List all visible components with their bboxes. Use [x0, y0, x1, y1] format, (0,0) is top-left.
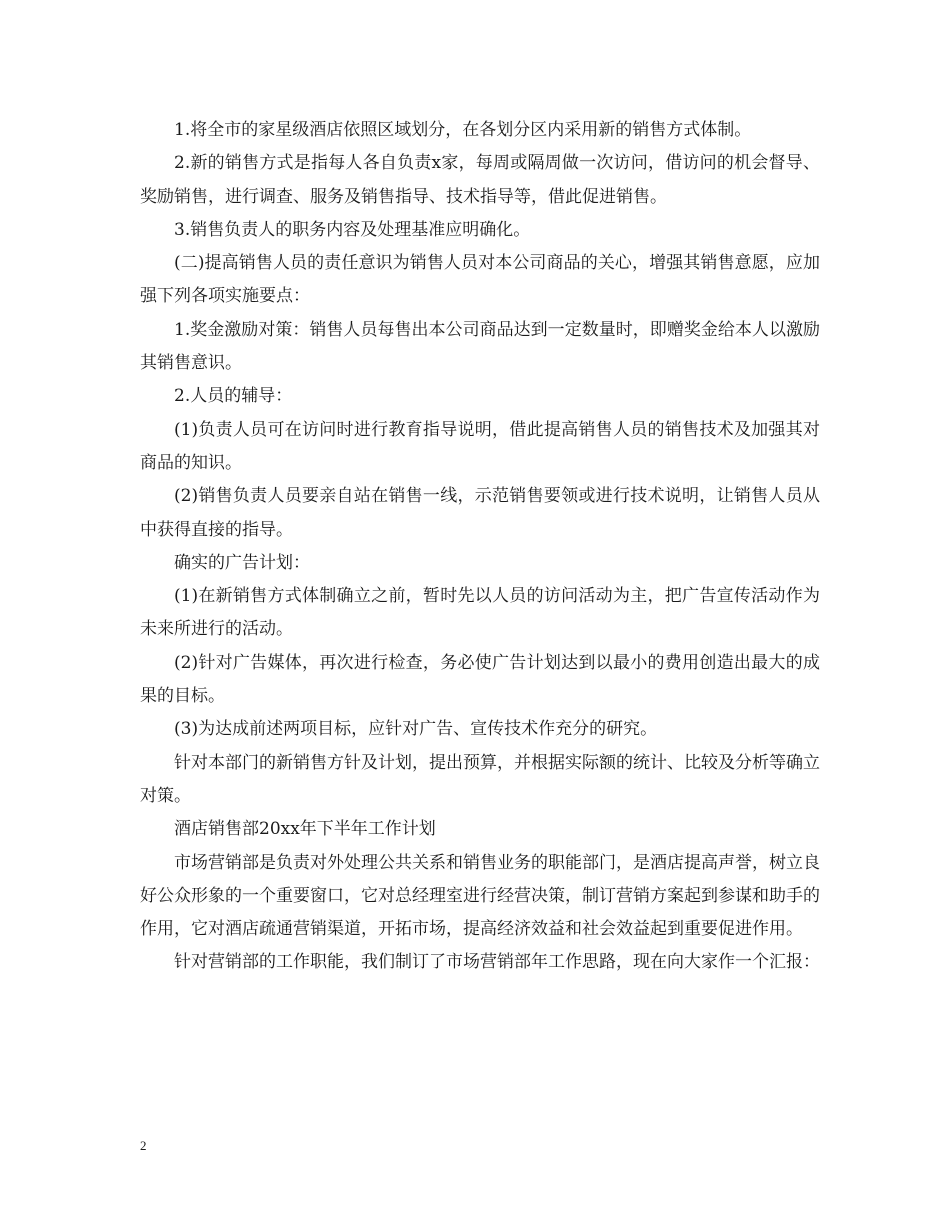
paragraph: (2)销售负责人员要亲自站在销售一线，示范销售要领或进行技术说明，让销售人员从中获得直接的指导。 [140, 486, 820, 540]
paragraph: 2.人员的辅导： [174, 386, 293, 407]
paragraph: (二)提高销售人员的责任意识为销售人员对本公司商品的关心，增强其销售意愿，应加强下列各项实施要点： [140, 253, 820, 307]
paragraph: (1)在新销售方式体制确立之前，暂时先以人员的访问活动为主，把广告宣传活动作为未来所进行的活动。 [140, 586, 820, 640]
section-heading: 酒店销售部20xx年下半年工作计划 [174, 819, 436, 840]
paragraph: 1.将全市的家星级酒店依照区域划分，在各划分区内采用新的销售方式体制。 [174, 120, 752, 140]
paragraph: 市场营销部是负责对外处理公共关系和销售业务的职能部门，是酒店提高声誉，树立良好公众形象的一个重要窗口，它对总经理室进行经营决策，制订营销方案起到参谋和助手的作用，它对酒店疏通营销渠道，开拓市场，提高经济效益和社会效益起到重要促进作用。 [140, 852, 820, 940]
paragraph: 针对营销部的工作职能，我们制订了市场营销部年工作思路，现在向大家作一个汇报： [174, 952, 820, 973]
paragraph: 针对本部门的新销售方针及计划，提出预算，并根据实际额的统计、比较及分析等确立对策。 [140, 752, 820, 806]
paragraph: (2)针对广告媒体，再次进行检查，务必使广告计划达到以最小的费用创造出最大的成果的目标。 [140, 652, 820, 707]
page-number: 2 [140, 1138, 147, 1153]
paragraph: 1.奖金激励对策：销售人员每售出本公司商品达到一定数量时，即赠奖金给本人以激励其销售意识。 [140, 319, 820, 374]
document-body [140, 114, 820, 980]
paragraph: 确实的广告计划： [174, 552, 310, 573]
paragraph: (1)负责人员可在访问时进行教育指导说明，借此提高销售人员的销售技术及加强其对商品的知识。 [140, 419, 820, 473]
paragraph: (3)为达成前述两项目标，应针对广告、宣传技术作充分的研究。 [174, 719, 658, 740]
paragraph: 3.销售负责人的职务内容及处理基准应明确化。 [174, 219, 531, 240]
paragraph: 2.新的销售方式是指每人各自负责x家，每周或隔周做一次访问，借访问的机会督导、奖励销售，进行调查、服务及销售指导、技术指导等，借此促进销售。 [140, 153, 820, 207]
